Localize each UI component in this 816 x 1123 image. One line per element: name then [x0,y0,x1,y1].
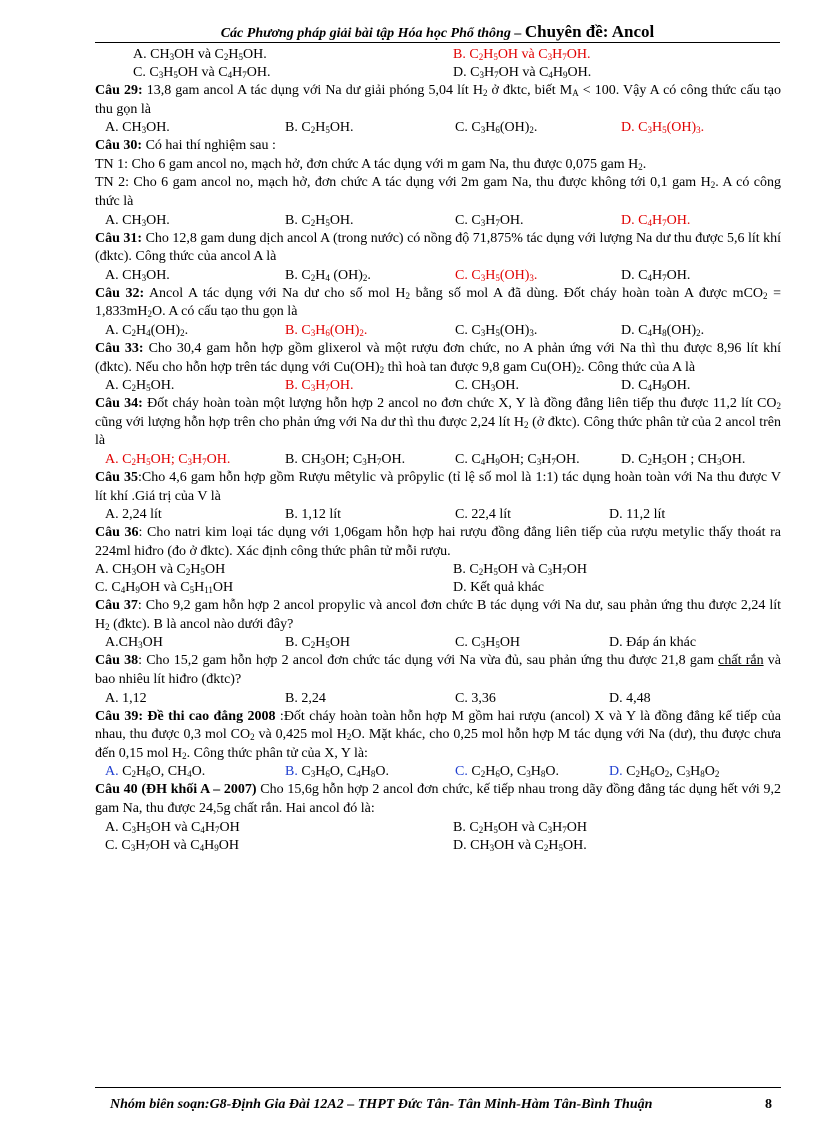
q36-options-row2 [95,579,781,597]
q30-option-c: C. $C_3H_7OH$. [455,212,524,228]
page-header [95,22,780,43]
q34-option-b: B. $CH_3OH$; $C_3H_7OH$. [285,451,406,467]
footer-divider [95,1087,781,1088]
q36-option-d: D. Kết quả khác [453,580,544,596]
q28-option-b: B. $C_2H_5OH$ và $C_3H_7OH$. [453,47,591,62]
q39-option-a: A. $C_2H_6O$, $CH_4O$. [105,764,206,780]
q39-option-b: B. $C_3H_6O$, $C_4H_8O$. [285,764,390,780]
q39-option-c: C. $C_2H_6O$, $C_3H_8O$. [455,764,560,780]
q37-option-b: B. $C_2H_5OH$ [285,635,351,651]
q33-option-d: D. $C_4H_9OH$. [621,378,691,394]
header-series: Các Phương pháp giải bài tập Hóa học Phổ thông – [220,26,525,41]
q30-options [95,212,781,230]
q38-option-a: A. 1,12 [105,690,147,706]
q34-option-d: D. $C_2H_5OH$ ; $CH_3OH$. [621,451,746,467]
q36-stem: Câu 36: Cho natri kim loại tác dụng với 1,06gam hỗn hợp hai rượu đồng đẳng liên tiếp của rượu metylic thấy thoát ra 224ml hiđro (đo ở đktc). Xác định công thức phân tử mỗi rượu. [95,525,781,559]
q38-stem: Câu 38: Cho 15,2 gam hỗn hợp 2 ancol đơn chức tác dụng với Na vừa đủ, sau phản ứng thu được 21,8 gam chất rắn và bao nhiêu lít hiđro (đktc)? [95,653,781,688]
q40-options-row1 [95,819,781,837]
q35-options [95,506,781,524]
q32-stem: Câu 32: Ancol A tác dụng với Na dư cho số mol $H_2$ bằng số mol A đã dùng. Đốt cháy hoàn toàn A được $mCO_2 = 1,833mH_2O$. A có cấu tạo thu gọn là [95,285,781,320]
q35-option-d: D. 11,2 lít [609,507,666,523]
q38-option-b: B. 2,24 [285,690,326,706]
q28-options-row1 [95,46,781,64]
q31-option-a: A. $CH_3OH$. [105,267,170,283]
q32-options [95,322,781,340]
q28-option-a: A. $CH_3OH$ và $C_2H_5OH$. [133,47,267,62]
q38-options [95,690,781,708]
q39-options [95,763,781,781]
q30-option-b: B. $C_2H_5OH$. [285,212,354,228]
q40-option-b: B. $C_2H_5OH$ và $C_3H_7OH$ [453,819,587,835]
q32-option-b: B. $C_3H_6(OH)_2$. [285,322,368,338]
q34-stem: Câu 34: Đốt cháy hoàn toàn một lượng hỗn hợp 2 ancol no đơn chức X, Y là đồng đẳng liên tiếp thu được 11,2 lít $CO_2$ cũng với lượng hỗn hợp trên cho phản ứng với Na dư thì thu được 2,24 lít $H_2$ (ở đktc). Công thức phân tử của 2 ancol trên là [95,396,782,449]
q30-tn2: TN 2: Cho 6 gam ancol no, mạch hở, đơn chức A tác dụng với 2m gam Na, thu được không tới 0,1 gam $H_2$. A có công thức là [95,175,781,209]
q37-option-a: $A.CH_3OH$ [105,635,163,651]
q33-option-c: C. $CH_3OH$. [455,378,520,394]
q28-option-d: D. $C_3H_7OH$ và $C_4H_9OH$. [453,65,592,80]
q29-stem: Câu 29: 13,8 gam ancol A tác dụng với Na dư giải phóng 5,04 lít $H_2$ ở đktc, biết $M_A < 100$. Vậy A có công thức cấu tạo thu gọn là [95,83,782,117]
q29-option-a: A. $CH_3OH$. [105,120,170,136]
q33-options [95,377,781,395]
q31-stem: Câu 31: Cho 12,8 gam dung dịch ancol A (trong nước) có nồng độ 71,875% tác dụng với lượng Na dư thu được 5,6 lít khí (đktc). Công thức của ancol A là [95,230,782,265]
q35-option-b: B. 1,12 lít [285,507,342,523]
document-body [95,46,781,855]
q32-option-a: A. $C_2H_4(OH)_2$. [105,322,189,338]
q40-stem: Câu 40 (ĐH khối A – 2007) Cho 15,6g hỗn hợp 2 ancol đơn chức, kế tiếp nhau trong dãy đồng đẳng tác dụng hết với 9,2 gam Na, thu được 24,5g chất rắn. Hai ancol đó là: [95,782,782,817]
q31-option-b: B. $C_2H_4$ $(OH)_2$. [285,267,371,283]
q33-option-a: A. $C_2H_5OH$. [105,378,175,394]
q30-stem: Câu 30: Có hai thí nghiệm sau : [95,138,276,154]
q37-option-d: D. Đáp án khác [609,635,697,651]
q30-option-d: D. $C_4H_7OH$. [621,212,691,228]
q34-option-c: C. $C_4H_9OH$; $C_3H_7OH$. [455,451,580,467]
q40-option-a: A. $C_3H_5OH$ và $C_4H_7OH$ [105,819,240,835]
q37-stem: Câu 37: Cho 9,2 gam hỗn hợp 2 ancol propylic và ancol đơn chức B tác dụng với Na dư, sau phản ứng thu được 2,24 lít $H_2$ (đktc). B là ancol nào dưới đây? [95,598,781,632]
q28-options-row2 [95,64,781,82]
q32-option-c: C. $C_3H_5(OH)_3$. [455,322,538,338]
q36-option-a: A. $CH_3OH$ và $C_2H_5OH$ [95,562,226,578]
q29-option-d: D. $C_3H_5(OH)_3$. [621,120,705,136]
q36-option-c: C. $C_4H_9OH$ và $C_5H_{11}OH$ [95,580,234,596]
q35-option-a: A. 2,24 lít [105,507,162,523]
q34-option-a: A. $C_2H_5OH$; $C_3H_7OH$. [105,451,231,467]
q37-options [95,634,781,652]
q35-stem: Câu 35:Cho 4,6 gam hỗn hợp gồm Rượu mêtylic và prôpylic (tỉ lệ số mol là 1:1) tác dụng hoàn toàn với Na thu được V lít khí .Giá trị của V là [95,469,781,504]
q38-option-d: D. 4,48 [609,690,651,706]
q33-option-b: B. $C_3H_7OH$. [285,378,354,394]
q39-stem: Câu 39: Đề thi cao đẳng 2008 :Đốt cháy hoàn toàn hỗn hợp M gồm hai rượu (ancol) X và Y là đồng đẳng kế tiếp của nhau, thu được 0,3 mol $CO_2$ và 0,425 mol $H_2O$. Mặt khác, cho 0,25 mol hỗn hợp M tác dụng với Na (dư), thu được chưa đến 0,15 mol $H_2$. Công thức phân tử của X, Y là: [95,708,781,761]
q36-options-row1 [95,561,781,579]
q31-options [95,267,781,285]
page-number: 8 [765,1097,772,1112]
q40-option-d: D. $CH_3OH$ và $C_2H_5OH$. [453,837,587,853]
q40-options-row2 [95,837,781,855]
q30-tn1: TN 1: Cho 6 gam ancol no, mạch hở, đơn chức A tác dụng với m gam Na, thu được 0,075 gam $H_2$. [95,156,647,172]
q30-option-a: A. $CH_3OH$. [105,212,170,228]
q33-stem: Câu 33: Cho 30,4 gam hỗn hợp gồm glixerol và một rượu đơn chức, no A phản ứng với Na thì thu được 8,96 lít khí (đktc). Nếu cho hỗn hợp trên tác dụng với $Cu(OH)_2$ thì hoà tan được 9,8 gam $Cu(OH)_2$. Công thức của A là [95,340,782,375]
q29-option-c: C. $C_3H_6(OH)_2$. [455,120,538,136]
q39-option-d: D. $C_2H_6O_2$, $C_3H_8O_2$ [609,764,720,780]
q31-option-d: D. $C_4H_7OH$. [621,267,691,283]
q31-option-c: C. $C_3H_5(OH)_3$. [455,267,538,283]
q29-option-b: B. $C_2H_5OH$. [285,120,354,136]
q29-options [95,119,781,137]
q32-option-d: D. $C_4H_8(OH)_2$. [621,322,705,338]
q34-options [95,451,781,469]
q40-option-c: C. $C_3H_7OH$ và $C_4H_9OH$ [105,837,239,853]
q37-option-c: C. $C_3H_5OH$ [455,635,521,651]
page-footer: Nhóm biên soạn:G8-Định Gia Đài 12A2 – THPT Đức Tân- Tân Minh-Hàm Tân-Bình Thuận [110,1097,653,1112]
q28-option-c: C. $C_3H_5OH$ và $C_4H_7OH$. [133,65,271,80]
q35-option-c: C. 22,4 lít [455,507,512,523]
q38-option-c: C. 3,36 [455,690,496,706]
header-topic: Chuyên đề: Ancol [524,22,655,41]
q36-option-b: B. $C_2H_5OH$ và $C_3H_7OH$ [453,562,587,578]
